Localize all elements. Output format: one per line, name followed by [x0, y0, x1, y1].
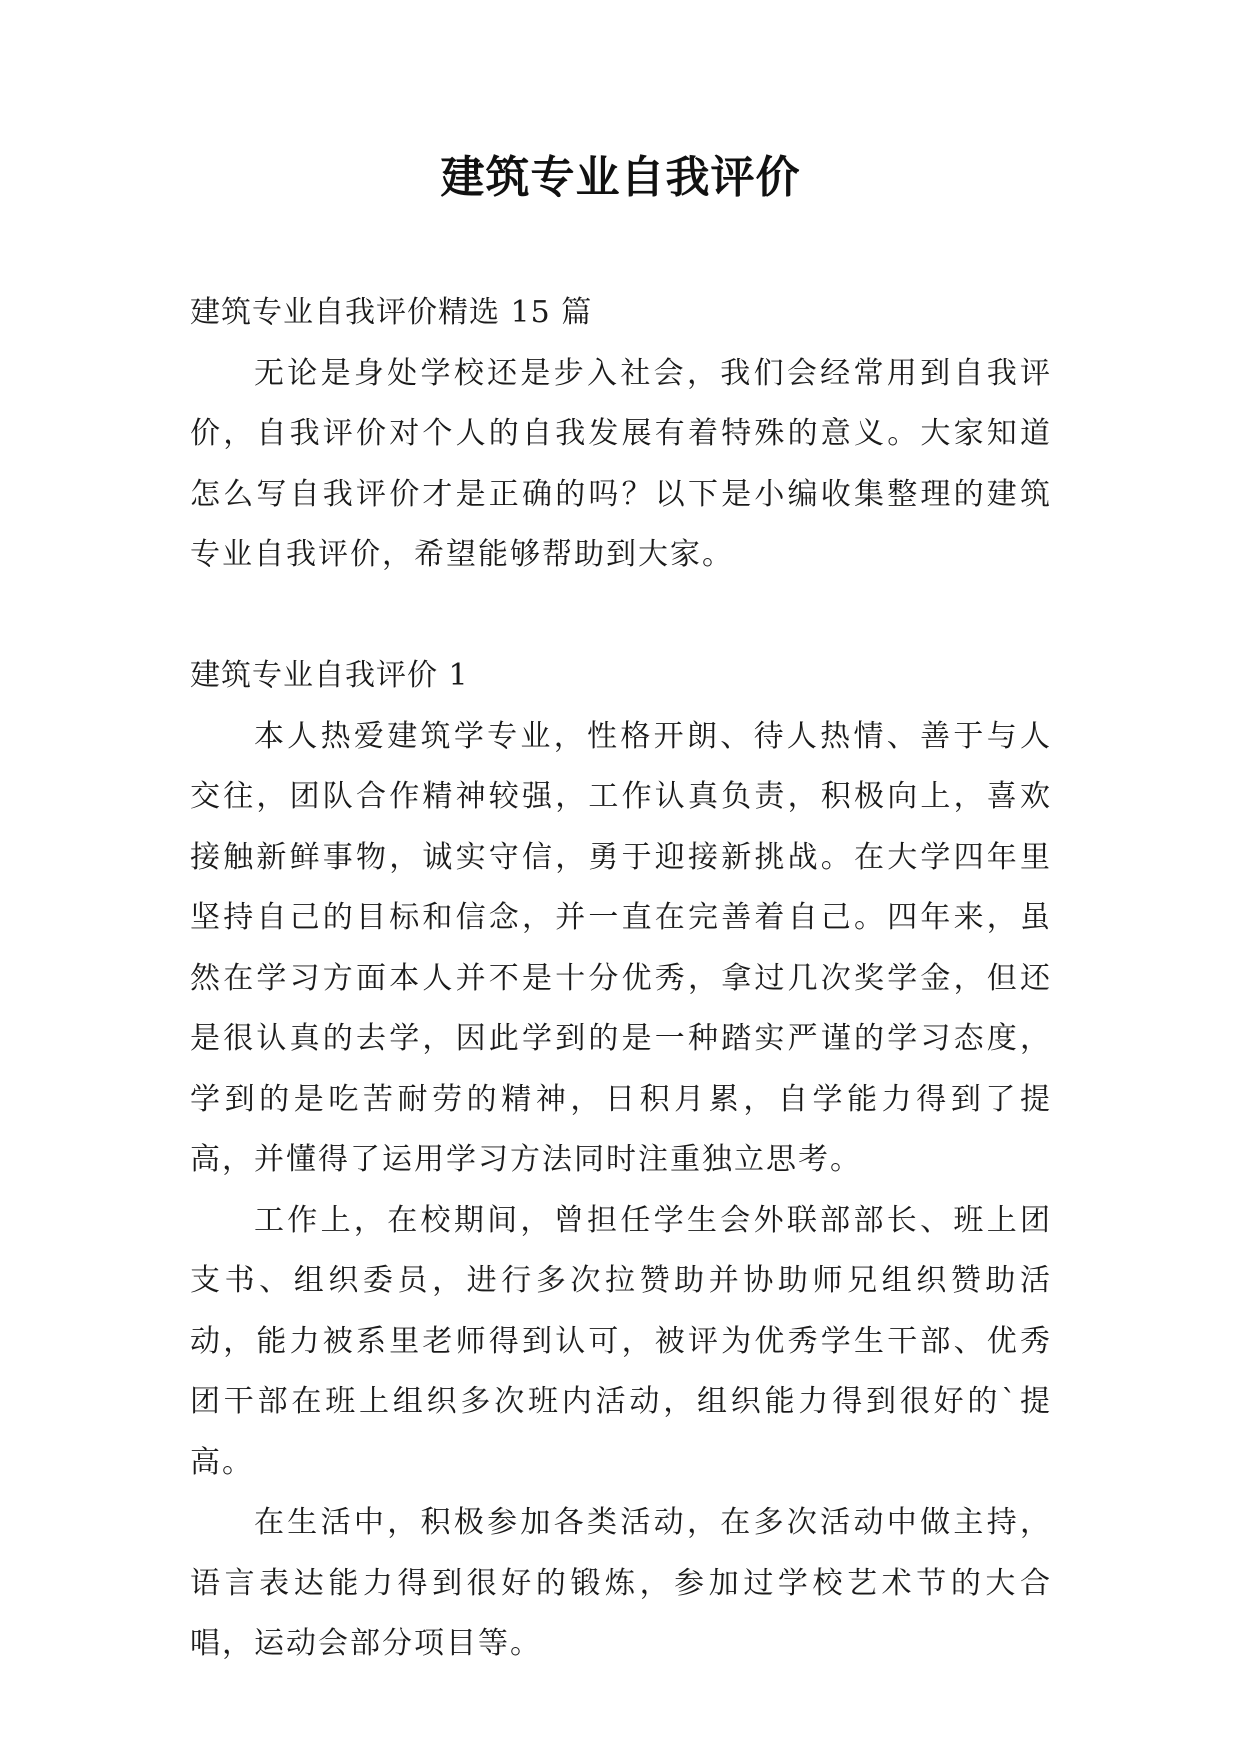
- body-paragraph: 本人热爱建筑学专业，性格开朗、待人热情、善于与人交往，团队合作精神较强，工作认真负责，积极向上，喜欢接触新鲜事物，诚实守信，勇于迎接新挑战。在大学四年里坚持自己的目标和信念，并一直在完善着自己。四年来，虽然在学习方面本人并不是十分优秀，拿过几次奖学金，但还是很认真的去学，因此学到的是一种踏实严谨的学习态度，学到的是吃苦耐劳的精神，日积月累，自学能力得到了提高，并懂得了运用学习方法同时注重独立思考。: [190, 718, 1052, 1177]
- document-title: 建筑专业自我评价: [440, 152, 801, 203]
- intro-paragraph: 无论是身处学校还是步入社会，我们会经常用到自我评价，自我评价对个人的自我发展有着特殊的意义。大家知道怎么写自我评价才是正确的吗？以下是小编收集整理的建筑专业自我评价，希望能够帮助到大家。: [190, 355, 1052, 572]
- paragraph-spacer: [190, 586, 1052, 647]
- document-body: [190, 283, 1052, 1675]
- body-paragraph: 工作上，在校期间，曾担任学生会外联部部长、班上团支书、组织委员，进行多次拉赞助并协助师兄组织赞助活动，能力被系里老师得到认可，被评为优秀学生干部、优秀团干部在班上组织多次班内活动，组织能力得到很好的`提高。: [190, 1202, 1052, 1480]
- document-subtitle: 建筑专业自我评价精选 15 篇: [190, 295, 593, 330]
- section-heading: 建筑专业自我评价 1: [190, 658, 469, 693]
- body-paragraph: 在生活中，积极参加各类活动，在多次活动中做主持，语言表达能力得到很好的锻炼，参加过学校艺术节的大合唱，运动会部分项目等。: [190, 1505, 1052, 1661]
